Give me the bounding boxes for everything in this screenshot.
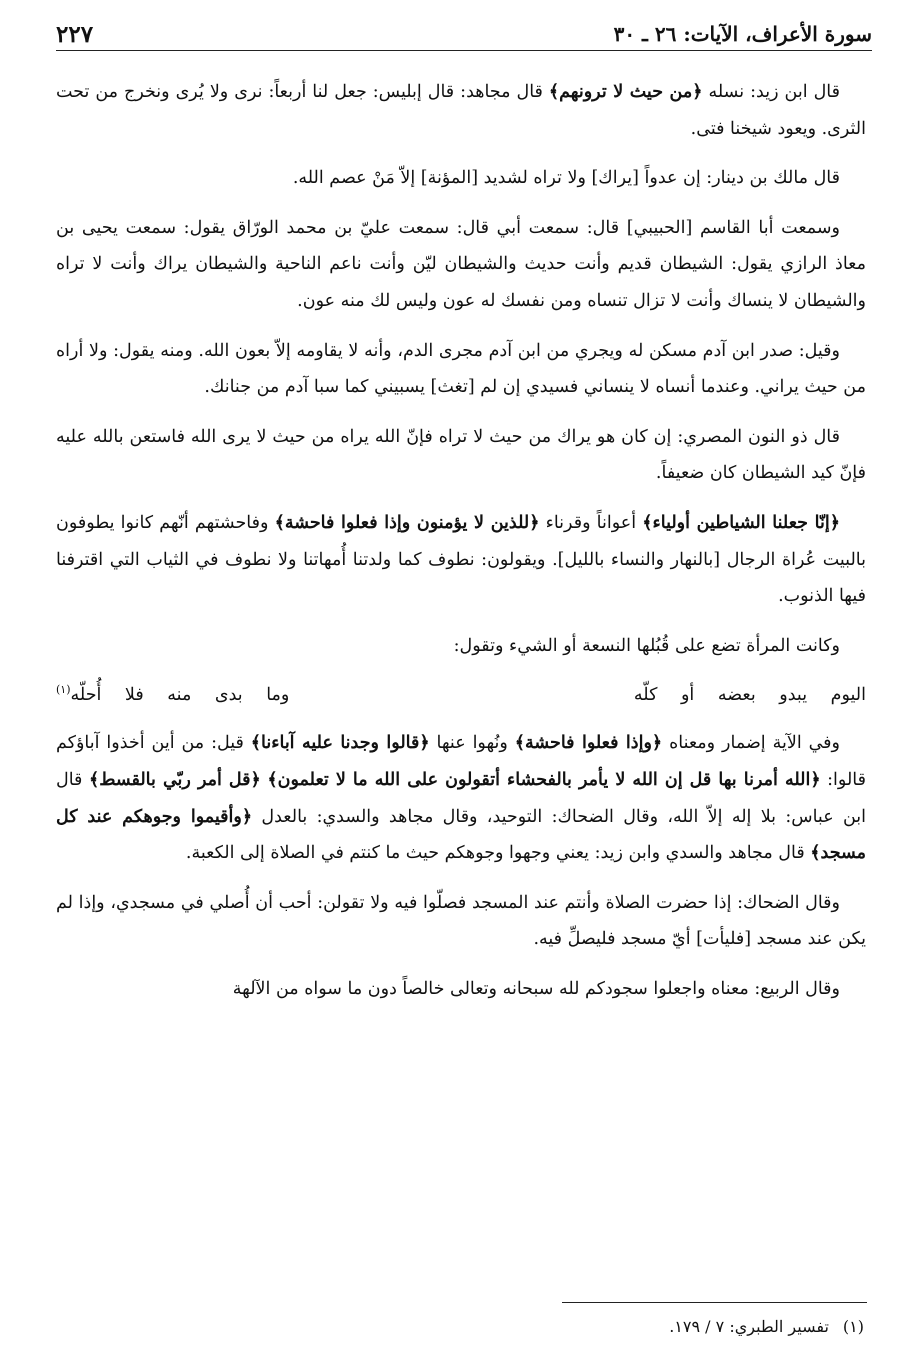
paragraph (56, 74, 866, 147)
footnote-marker: (١) (842, 1317, 864, 1336)
paragraph-text: قال ابن عباس: بلا إله إلاّ الله، وقال الضحاك: التوحيد، وقال مجاهد والسدي: بالعدل (56, 769, 866, 827)
verse-second-hemistich-text: وما بدى منه فلا أُحلّه (70, 685, 290, 706)
footnote-divider (562, 1302, 867, 1303)
paragraph-text: وقيل: صدر ابن آدم مسكن له ويجري من ابن آدم مجرى الدم، وأنه لا يقاومه إلاّ بعون الله. ومنه يقول: ولا أراه من حيث يراني. وعندما أنساه لا ينساني فسيدي إن لم [تغث] يسبيني كما سبا آدم من جنانك. (56, 340, 866, 398)
paragraph-text: وقال الضحاك: إذا حضرت الصلاة وأنتم عند المسجد فصلّوا فيه ولا تقولن: أحب أن أُصلي في مسجدي، وإذا لم يكن عند مسجد [فليأت] أيّ مسجد فليصلِّ فيه. (56, 892, 866, 950)
verse-first-hemistich: اليوم يبدو بعضه أو كلّه (633, 685, 866, 706)
paragraph-text: أعواناً وقرناء (539, 512, 643, 533)
quran-quote: ﴿قالوا وجدنا عليه آباءنا﴾ (250, 733, 430, 754)
paragraph (56, 419, 866, 492)
quran-quote: ﴿للذين لا يؤمنون وإذا فعلوا فاحشة﴾ (274, 512, 540, 533)
page-header (56, 14, 872, 51)
footnote-reference: (١) (56, 683, 71, 697)
paragraph-text: قال مالك بن دينار: إن عدواً [يراك] ولا تراه لشديد [المؤنة] إلاّ مَنْ عصم الله. (292, 168, 840, 189)
paragraph-text: وقال الربيع: معناه واجعلوا سجودكم لله سبحانه وتعالى خالصاً دون ما سواه من الآلهة (232, 978, 840, 999)
quran-quote: ﴿الله أمرنا بها قل إن الله لا يأمر بالفحشاء أتقولون على الله ما لا تعلمون﴾ (267, 769, 821, 790)
quran-quote: ﴿وأقيموا وجوهكم عند كل مسجد﴾ (56, 806, 866, 864)
paragraph-text: وسمعت أبا القاسم [الحبيبي] قال: سمعت أبي قال: سمعت عليّ بن محمد الورّاق يقول: سمعت يحيى بن معاذ الرازي يقول: الشيطان قديم وأنت حديث والشيطان ليّن وأنت ناعم الناحية والشيطان يراك وأنت لا تراه والشيطان لا ينساك وأنت لا تزال تنساه ومن نفسك له عون وليس لك منه عون. (56, 217, 866, 311)
page-number: ٢٢٧ (56, 21, 94, 48)
paragraph (56, 725, 866, 871)
paragraph-text: وكانت المرأة تضع على قُبُلها النسعة أو الشيء وتقول: (453, 635, 840, 656)
paragraph (56, 628, 866, 665)
poetry-verse (56, 677, 866, 713)
paragraphs-before-verse (56, 74, 866, 664)
paragraph-text: قال مجاهد والسدي وابن زيد: يعني وجهوا وجوهكم حيث ما كنتم في الصلاة إلى الكعبة. (185, 843, 811, 864)
footnote (669, 1314, 864, 1340)
paragraph-text: قال ذو النون المصري: إن كان هو يراك من حيث لا تراه فإنّ الله يراه من حيث لا يرى الله فاستعن بالله عليه فإنّ كيد الشيطان كان ضعيفاً. (56, 426, 866, 484)
page-body (56, 74, 866, 1020)
running-title: سورة الأعراف، الآيات: ٢٦ ـ ٣٠ (613, 22, 872, 46)
paragraph (56, 160, 866, 197)
verse-second-hemistich (56, 677, 289, 713)
paragraph-text: قيل: من أين أخذوا آباؤكم قالوا: (56, 733, 866, 790)
paragraph (56, 333, 866, 406)
quran-quote: ﴿إنّا جعلنا الشياطين أولياء﴾ (642, 512, 840, 533)
paragraph-text: وفاحشتهم أنّهم كانوا يطوفون بالبيت عُراة الرجال [بالنهار والنساء بالليل]. ويقولون: نطوف كما ولدتنا أُمهاتنا ولا نطوف في الثياب التي اقترفنا فيها الذنوب. (56, 512, 866, 607)
paragraph (56, 885, 866, 958)
quran-quote: ﴿قل أمر ربّي بالقسط﴾ (88, 769, 261, 790)
paragraph-text: وفي الآية إضمار ومعناه (662, 733, 840, 754)
paragraph-text: قال ابن زيد: نسله (702, 82, 841, 102)
paragraph (56, 505, 866, 615)
paragraph-text: قال مجاهد: قال إبليس: جعل لنا أربعاً: نرى ولا يُرى ونخرج من تحت الثرى. ويعود شيخنا فتى. (56, 82, 866, 139)
paragraph (56, 971, 866, 1008)
paragraph (56, 210, 866, 320)
quran-quote: ﴿من حيث لا ترونهم﴾ (548, 82, 703, 102)
paragraph-text: ونُهوا عنها (429, 733, 515, 754)
footnote-text: تفسير الطبري: ٧ / ١٧٩. (669, 1317, 829, 1336)
quran-quote: ﴿وإذا فعلوا فاحشة﴾ (514, 733, 663, 754)
paragraphs-after-verse (56, 725, 866, 1007)
